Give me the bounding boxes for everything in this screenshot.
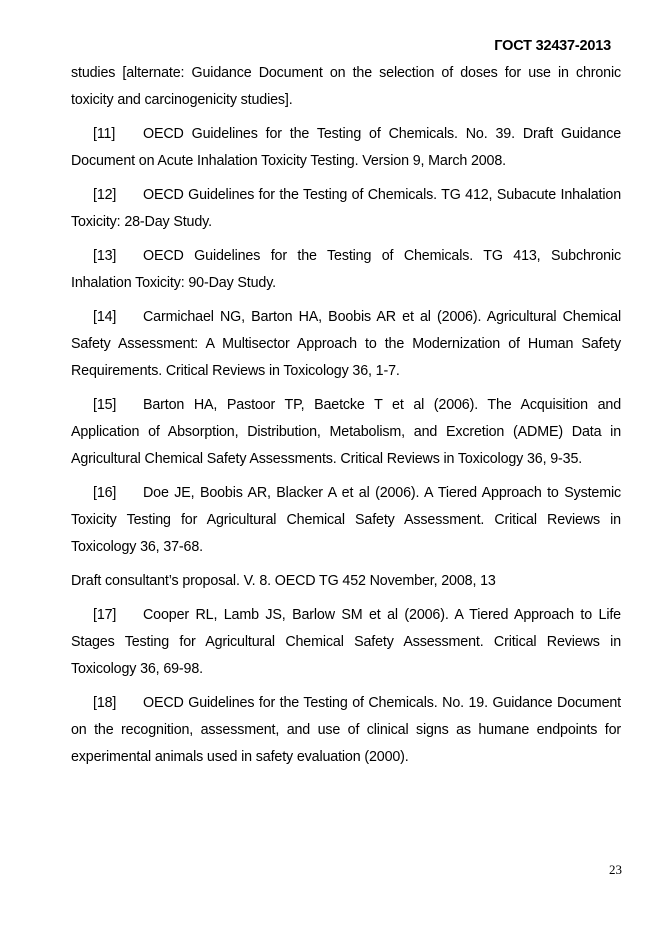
continuation-text: studies [alternate: Guidance Document on the selection of doses for use in chronic toxicity and carcinogenicity studies]. [71, 65, 621, 108]
reference-text: Cooper RL, Lamb JS, Barlow SM et al (2006). A Tiered Approach to Life Stages Testing for Agricultural Chemical Safety Assessment. Critical Reviews in Toxicology 36, 69-98. [71, 607, 621, 677]
reference-text: Carmichael NG, Barton HA, Boobis AR et al (2006). Agricultural Chemical Safety Assessment: A Multisector Approach to the Modernization of Human Safety Requirements. Critical Reviews in Toxicology 36, 1-7. [71, 309, 621, 379]
reference-item [71, 182, 621, 236]
reference-item [71, 243, 621, 297]
reference-number: [11] [93, 126, 116, 142]
reference-item [71, 121, 621, 175]
reference-text: OECD Guidelines for the Testing of Chemicals. No. 19. Guidance Document on the recognition, assessment, and use of clinical signs as humane endpoints for experimental animals used in safety evaluation (2000). [71, 695, 621, 765]
reference-number: [15] [93, 397, 117, 413]
reference-text: Barton HA, Pastoor TP, Baetcke T et al (2006). The Acquisition and Application of Absorption, Distribution, Metabolism, and Excretion (ADME) Data in Agricultural Chemical Safety Assessments. Critical Reviews in Toxicology 36, 9-35. [71, 397, 621, 467]
reference-text: OECD Guidelines for the Testing of Chemicals. TG 412, Subacute Inhalation Toxicity: 28-Day Study. [71, 187, 621, 230]
references-list [71, 60, 621, 778]
reference-number: [12] [93, 187, 117, 203]
reference-item [71, 480, 621, 561]
reference-number: [17] [93, 607, 117, 623]
reference-number: [16] [93, 485, 117, 501]
reference-number: [13] [93, 248, 117, 264]
reference-item [71, 602, 621, 683]
reference-text: OECD Guidelines for the Testing of Chemicals. No. 39. Draft Guidance Document on Acute Inhalation Toxicity Testing. Version 9, March 2008. [71, 126, 621, 169]
reference-number: [18] [93, 695, 117, 711]
reference-item [71, 304, 621, 385]
page-number: 23 [609, 862, 622, 877]
consultant-note: Draft consultant’s proposal. V. 8. OECD TG 452 November, 2008, 13 [71, 573, 496, 589]
reference-item [71, 690, 621, 771]
reference-item [71, 392, 621, 473]
standard-header: ГОСТ 32437-2013 [494, 38, 611, 54]
reference-text: OECD Guidelines for the Testing of Chemicals. TG 413, Subchronic Inhalation Toxicity: 90-Day Study. [71, 248, 621, 291]
reference-text: Doe JE, Boobis AR, Blacker A et al (2006). A Tiered Approach to Systemic Toxicity Testing for Agricultural Chemical Safety Assessment. Critical Reviews in Toxicology 36, 37-68. [71, 485, 621, 555]
reference-number: [14] [93, 309, 117, 325]
